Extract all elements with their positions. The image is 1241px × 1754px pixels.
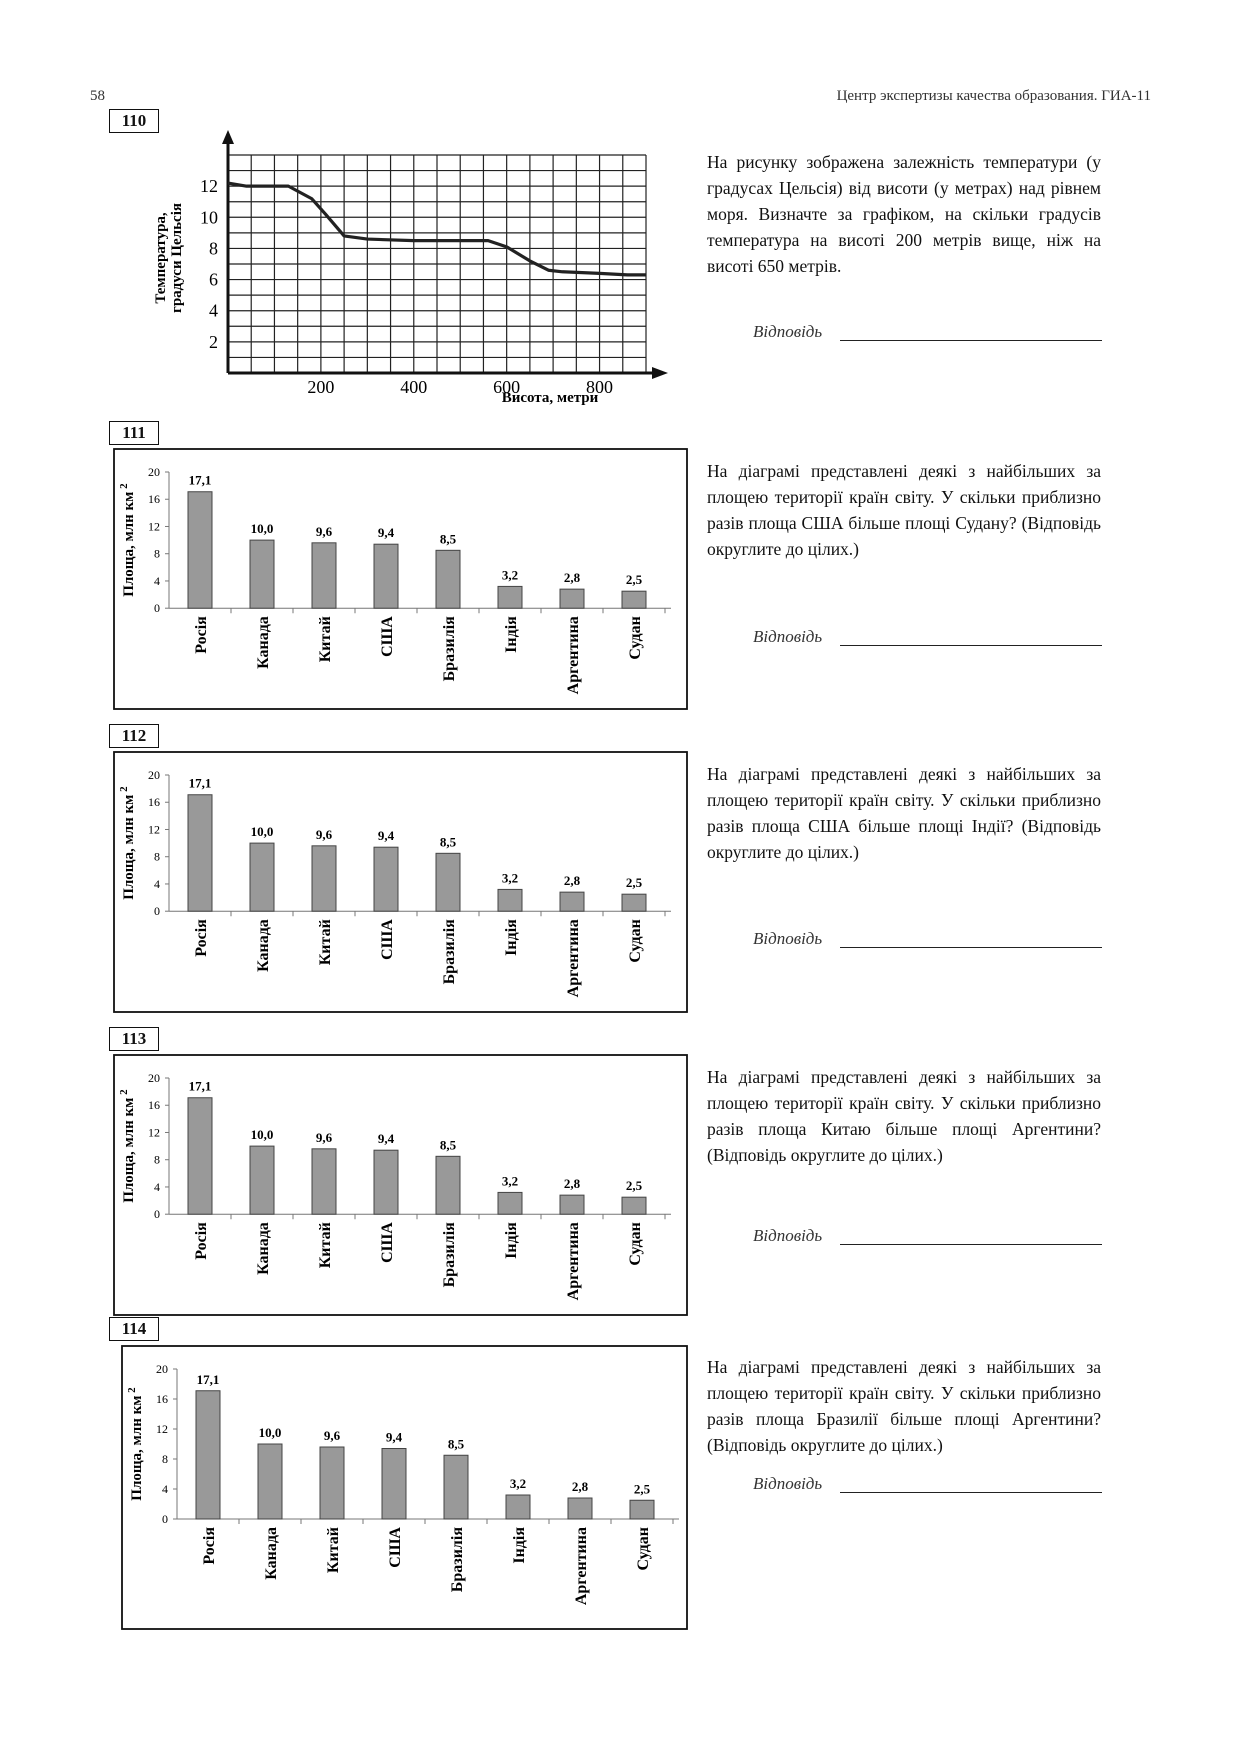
y-axis-label-line1: Температура, bbox=[153, 212, 169, 304]
y-tick-label: 4 bbox=[154, 876, 160, 891]
y-axis-arrow bbox=[222, 130, 234, 144]
temperature-line-chart bbox=[150, 130, 670, 415]
bar bbox=[374, 544, 398, 608]
y-tick-label: 8 bbox=[154, 1152, 160, 1167]
category-label: Канада bbox=[255, 1222, 272, 1275]
x-axis-arrow bbox=[652, 367, 668, 379]
bar-value-label: 3,2 bbox=[501, 870, 519, 886]
category-label: Китай bbox=[317, 616, 334, 663]
bar bbox=[188, 492, 212, 608]
y-tick-label: 8 bbox=[209, 238, 218, 259]
bar-value-label: 2,8 bbox=[563, 873, 581, 889]
category-label: Судан bbox=[635, 1527, 652, 1571]
bar-value-label: 17,1 bbox=[188, 472, 212, 488]
answer-label-112: Відповідь bbox=[753, 929, 823, 948]
y-tick-label: 4 bbox=[162, 1482, 168, 1496]
x-tick-label: 400 bbox=[400, 377, 428, 397]
y-tick-label: 16 bbox=[148, 492, 160, 507]
y-axis-label: Площа, млн км $^2$ bbox=[118, 786, 137, 900]
bar bbox=[436, 550, 460, 608]
bar bbox=[622, 1197, 646, 1214]
category-label: Росія bbox=[193, 1222, 210, 1260]
answer-label-113: Відповідь bbox=[753, 1226, 823, 1245]
category-label: Бразилія bbox=[441, 1222, 458, 1288]
task-text-113: На діаграмі представлені деякі з найбільших за площею території країн світу. У скільки приблизно разів площа Китаю більше площі Аргентини? (Відповідь округлите до цілих.) bbox=[707, 1067, 1101, 1165]
category-label: Китай bbox=[317, 919, 334, 966]
y-tick-label: 16 bbox=[148, 1098, 160, 1113]
x-tick-label: 800 bbox=[586, 377, 614, 397]
category-label: Індія bbox=[503, 919, 520, 956]
bar bbox=[250, 1146, 274, 1214]
y-tick-label: 8 bbox=[154, 849, 160, 864]
bar bbox=[312, 846, 336, 911]
y-tick-label: 12 bbox=[148, 822, 160, 837]
bar bbox=[560, 892, 584, 911]
bar bbox=[436, 853, 460, 911]
category-label: Аргентина bbox=[565, 1222, 582, 1301]
answer-line-111 bbox=[840, 645, 1102, 646]
answer-line-112 bbox=[840, 947, 1102, 948]
bar bbox=[444, 1455, 468, 1519]
answer-label-114: Відповідь bbox=[753, 1474, 823, 1493]
answer-line-113 bbox=[840, 1244, 1102, 1245]
category-label: Китай bbox=[325, 1527, 342, 1574]
bar-value-label: 17,1 bbox=[188, 1078, 212, 1094]
category-label: США bbox=[379, 1222, 396, 1263]
category-label: Аргентина bbox=[565, 616, 582, 695]
bar-chart-svg-114 bbox=[121, 1345, 688, 1630]
category-label: США bbox=[387, 1527, 404, 1568]
x-axis-label: Висота, метри bbox=[501, 390, 599, 406]
bar bbox=[498, 1192, 522, 1214]
bar-value-label: 9,4 bbox=[377, 828, 395, 844]
y-tick-label: 20 bbox=[148, 768, 160, 782]
bar-value-label: 9,4 bbox=[377, 1131, 395, 1147]
y-tick-label: 12 bbox=[148, 519, 160, 534]
bar bbox=[498, 889, 522, 911]
category-label: Індія bbox=[511, 1527, 528, 1564]
x-tick-label: 600 bbox=[493, 377, 521, 397]
bar bbox=[374, 847, 398, 911]
category-label: США bbox=[379, 919, 396, 960]
bar-value-label: 2,8 bbox=[563, 1176, 581, 1192]
bar-value-label: 3,2 bbox=[509, 1476, 527, 1491]
bar-value-label: 9,6 bbox=[323, 1428, 341, 1443]
task-text-112: На діаграмі представлені деякі з найбільших за площею території країн світу. У скільки приблизно разів площа США більше площі Індії? (Відповідь округлите до цілих.) bbox=[707, 764, 1101, 862]
y-axis-label: Площа, млн км $^2$ bbox=[118, 1089, 137, 1203]
answer-label-111: Відповідь bbox=[753, 627, 823, 646]
bar-value-label: 9,6 bbox=[315, 826, 333, 842]
bar-value-label: 2,5 bbox=[625, 572, 643, 588]
category-label: Канада bbox=[255, 919, 272, 972]
y-tick-label: 4 bbox=[154, 573, 160, 588]
y-tick-label: 8 bbox=[154, 546, 160, 561]
bar bbox=[320, 1447, 344, 1519]
area-bar-chart-114 bbox=[121, 1345, 688, 1635]
bar bbox=[196, 1391, 220, 1519]
bar bbox=[506, 1495, 530, 1519]
task-text-114: На діаграмі представлені деякі з найбільших за площею території країн світу. У скільки приблизно разів площа Бразилії більше площі Аргентини? (Відповідь округлите до цілих.) bbox=[707, 1357, 1101, 1455]
category-label: Судан bbox=[627, 919, 644, 963]
y-axis-label-superscript: 2 bbox=[118, 1089, 130, 1098]
y-axis-label-line2: градуси Цельсія bbox=[169, 203, 185, 313]
y-axis-label-superscript: 2 bbox=[118, 483, 130, 492]
category-label: Росія bbox=[201, 1527, 218, 1565]
bar bbox=[188, 795, 212, 911]
task-number-110: 110 bbox=[109, 109, 159, 133]
bar-value-label: 2,5 bbox=[625, 875, 643, 891]
bar bbox=[258, 1444, 282, 1519]
task-number-112: 112 bbox=[109, 724, 159, 748]
bar-value-label: 8,5 bbox=[439, 1137, 457, 1153]
page-number: 58 bbox=[90, 88, 105, 104]
y-tick-label: 0 bbox=[162, 1512, 168, 1526]
bar bbox=[312, 543, 336, 608]
area-bar-chart-111 bbox=[113, 448, 688, 715]
area-bar-chart-112 bbox=[113, 751, 688, 1018]
bar bbox=[622, 591, 646, 608]
bar bbox=[382, 1449, 406, 1520]
bar-value-label: 2,5 bbox=[625, 1178, 643, 1194]
y-axis-label: Площа, млн км $^2$ bbox=[118, 483, 137, 597]
bar-value-label: 9,4 bbox=[377, 525, 395, 541]
y-tick-label: 16 bbox=[156, 1392, 168, 1406]
category-label: Індія bbox=[503, 1222, 520, 1259]
y-tick-label: 20 bbox=[156, 1362, 168, 1376]
category-label: Китай bbox=[317, 1222, 334, 1269]
task-number-111: 111 bbox=[109, 421, 159, 445]
line-chart-svg bbox=[150, 130, 670, 410]
bar-value-label: 2,8 bbox=[563, 570, 581, 586]
y-tick-label: 12 bbox=[156, 1422, 168, 1436]
bar bbox=[250, 540, 274, 608]
y-tick-label: 0 bbox=[154, 1207, 160, 1222]
category-label: США bbox=[379, 616, 396, 657]
bar bbox=[560, 1195, 584, 1214]
y-tick-label: 2 bbox=[209, 331, 218, 352]
bar bbox=[568, 1498, 592, 1519]
category-label: Канада bbox=[263, 1527, 280, 1580]
bar-value-label: 2,8 bbox=[571, 1479, 589, 1494]
bar-value-label: 3,2 bbox=[501, 1173, 519, 1189]
bar bbox=[630, 1500, 654, 1519]
y-axis-label-superscript: 2 bbox=[126, 1387, 138, 1396]
y-tick-label: 6 bbox=[209, 269, 218, 290]
category-label: Аргентина bbox=[565, 919, 582, 998]
category-label: Бразилія bbox=[449, 1527, 466, 1593]
y-tick-label: 0 bbox=[154, 904, 160, 919]
bar bbox=[250, 843, 274, 911]
y-axis-label: Площа, млн км $^2$ bbox=[126, 1387, 145, 1501]
bar-value-label: 10,0 bbox=[250, 1127, 274, 1143]
bar-value-label: 9,6 bbox=[315, 1129, 333, 1145]
category-label: Аргентина bbox=[573, 1527, 590, 1606]
bar-value-label: 10,0 bbox=[258, 1425, 282, 1440]
y-axis-label-superscript: 2 bbox=[118, 786, 130, 795]
y-tick-label: 16 bbox=[148, 795, 160, 810]
bar-value-label: 9,4 bbox=[385, 1429, 403, 1445]
y-tick-label: 4 bbox=[154, 1179, 160, 1194]
task-number-114: 114 bbox=[109, 1317, 159, 1341]
answer-label-110: Відповідь bbox=[753, 322, 823, 341]
y-tick-label: 4 bbox=[209, 300, 218, 321]
category-label: Бразилія bbox=[441, 616, 458, 682]
category-label: Судан bbox=[627, 616, 644, 660]
task-number-113: 113 bbox=[109, 1027, 159, 1051]
bar-value-label: 17,1 bbox=[196, 1371, 220, 1387]
task-text-110: На рисунку зображена залежність температури (у градусах Цельсія) від висоти (у метрах) над рівнем моря. Визначте за графіком, на скільки градусів температура на висоті 200 метрів вище, ніж на висоті 650 метрів. bbox=[707, 152, 1101, 276]
category-label: Росія bbox=[193, 616, 210, 654]
bar-value-label: 10,0 bbox=[250, 521, 274, 537]
bar bbox=[374, 1150, 398, 1214]
bar bbox=[436, 1156, 460, 1214]
task-text-111: На діаграмі представлені деякі з найбільших за площею території країн світу. У скільки приблизно разів площа США більше площі Судану? (Відповідь округлите до цілих.) bbox=[707, 461, 1101, 559]
category-label: Росія bbox=[193, 919, 210, 957]
bar-value-label: 8,5 bbox=[447, 1436, 465, 1452]
category-label: Судан bbox=[627, 1222, 644, 1266]
y-tick-label: 12 bbox=[200, 176, 218, 197]
bar-value-label: 17,1 bbox=[188, 775, 212, 791]
bar-value-label: 2,5 bbox=[633, 1481, 651, 1497]
bar-value-label: 10,0 bbox=[250, 824, 274, 840]
bar bbox=[312, 1149, 336, 1214]
y-tick-label: 20 bbox=[148, 465, 160, 479]
answer-line-110 bbox=[840, 340, 1102, 341]
bar-chart-svg-111 bbox=[113, 448, 688, 710]
bar-chart-svg-112 bbox=[113, 751, 688, 1013]
bar-value-label: 8,5 bbox=[439, 834, 457, 850]
answer-line-114 bbox=[840, 1492, 1102, 1493]
bar bbox=[498, 586, 522, 608]
y-tick-label: 0 bbox=[154, 601, 160, 616]
bar-value-label: 8,5 bbox=[439, 531, 457, 547]
category-label: Канада bbox=[255, 616, 272, 669]
category-label: Індія bbox=[503, 616, 520, 653]
y-tick-label: 12 bbox=[148, 1125, 160, 1140]
y-tick-label: 20 bbox=[148, 1071, 160, 1085]
bar-chart-svg-113 bbox=[113, 1054, 688, 1316]
bar-value-label: 9,6 bbox=[315, 523, 333, 539]
area-bar-chart-113 bbox=[113, 1054, 688, 1321]
publisher-header: Центр экспертизы качества образования. ГИА-11 bbox=[836, 88, 1151, 104]
bar bbox=[188, 1098, 212, 1214]
y-tick-label: 8 bbox=[162, 1452, 168, 1466]
y-tick-label: 10 bbox=[200, 207, 218, 228]
bar bbox=[560, 589, 584, 608]
bar bbox=[622, 894, 646, 911]
x-tick-label: 200 bbox=[307, 377, 335, 397]
category-label: Бразилія bbox=[441, 919, 458, 985]
bar-value-label: 3,2 bbox=[501, 567, 519, 583]
